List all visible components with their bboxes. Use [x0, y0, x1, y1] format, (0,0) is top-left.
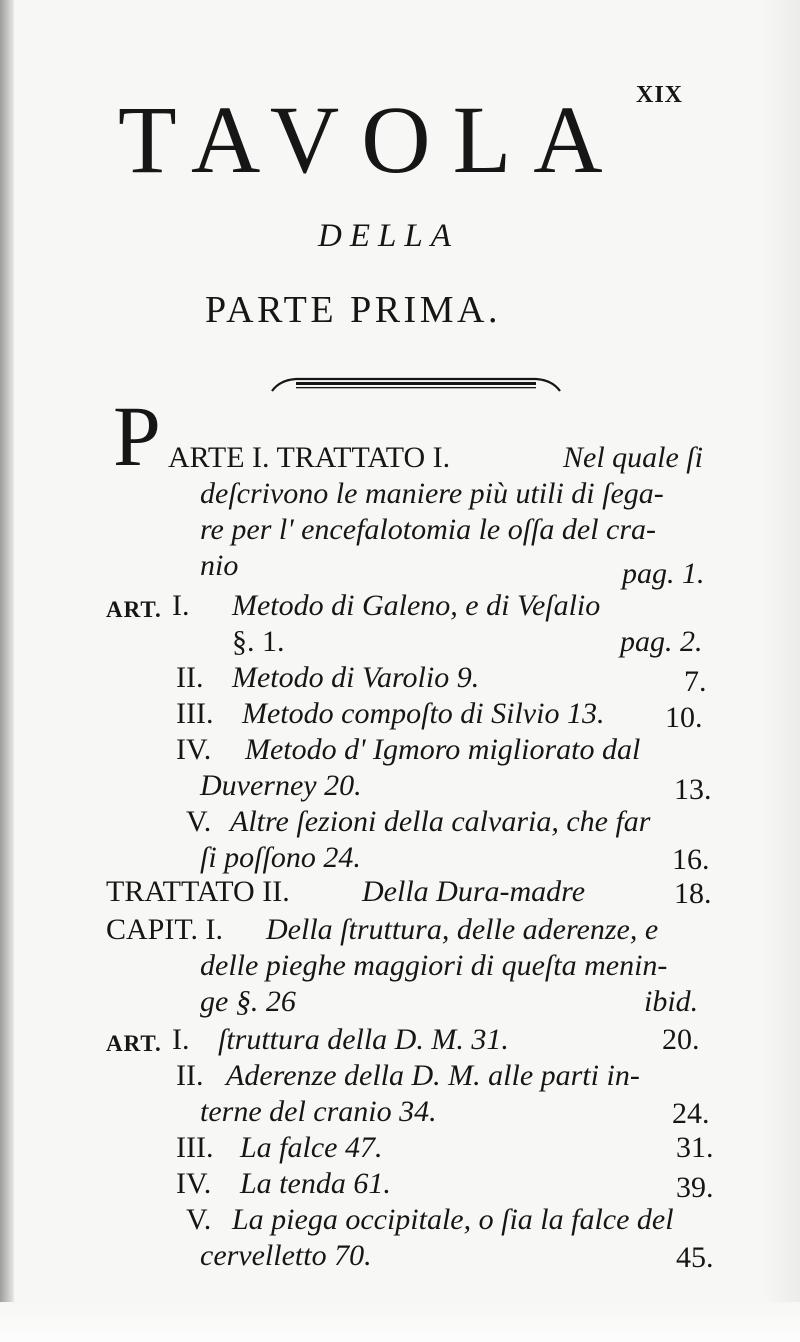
page-ref: 7. [684, 665, 707, 698]
art-number: V. [186, 1203, 212, 1236]
art-title: ſtruttura della D. M. 31. [218, 1023, 509, 1056]
trattato-2-title: Della Dura-madre [362, 875, 586, 908]
page-ref: 18. [674, 877, 712, 910]
art-number: I. [172, 1023, 190, 1056]
trattato-2-label: TRATTATO II. [106, 875, 290, 908]
page-ref: 16. [672, 843, 710, 876]
capit-title-cont: delle pieghe maggiori di queſta menin- [200, 949, 668, 982]
page-title: TAVOLA [118, 86, 625, 193]
page-shadow-left [0, 0, 14, 1342]
art-title-cont: ſi poſſono 24. [200, 841, 361, 874]
trattato-1-line-2: deſcrivono le maniere più utili di ſega- [200, 477, 664, 510]
art-prefix: ART. [106, 597, 162, 622]
page-ref: 20. [662, 1023, 700, 1056]
page-ref: ibid. [644, 985, 699, 1018]
page-edge-right [762, 0, 800, 1342]
trattato-1-line-4: nio [200, 549, 239, 582]
art-number: I. [172, 589, 190, 622]
art-number: III. [176, 1131, 214, 1164]
page-ref: 39. [676, 1171, 714, 1204]
art-title: Altre ſezioni della calvaria, che far [230, 805, 651, 838]
part-heading: PARTE PRIMA. [205, 289, 501, 331]
page-ref: 31. [676, 1131, 714, 1164]
art-title: La falce 47. [240, 1131, 383, 1164]
art-title: Metodo compoſto di Silvio 13. [242, 697, 605, 730]
subtitle-della: DELLA [318, 218, 459, 254]
trattato-1-heading: ARTE I. TRATTATO I. [168, 441, 451, 474]
art-title-cont: Duverney 20. [200, 769, 362, 802]
capit-title: Della ſtruttura, delle aderenze, e [266, 913, 659, 946]
art-number: II. [176, 1059, 204, 1092]
art-title: Metodo d' Igmoro migliorato dal [245, 733, 641, 766]
art-number: IV. [176, 1167, 212, 1200]
art-title-cont: terne del cranio 34. [200, 1095, 437, 1128]
art-title-cont: cervelletto 70. [200, 1239, 372, 1272]
art-number: III. [176, 697, 214, 730]
page-ref: 45. [676, 1241, 714, 1274]
art-number: II. [176, 661, 204, 694]
drop-cap: P [113, 388, 161, 484]
art-number: V. [186, 805, 212, 838]
section-ref: §. 1. [232, 625, 285, 658]
page-folio: XIX [636, 82, 684, 108]
art-title: La tenda 61. [240, 1167, 391, 1200]
page-ref: 24. [672, 1097, 710, 1130]
ornamental-rule [270, 374, 562, 394]
art-number: IV. [176, 733, 212, 766]
art-title: Metodo di Galeno, e di Veſalio [232, 589, 601, 622]
page-edge-bottom [0, 1302, 800, 1342]
trattato-1-heading-italic: Nel quale ſi [563, 441, 703, 474]
art-prefix: ART. [106, 1031, 162, 1056]
trattato-1-line-3: re per l' encefalotomia le oſſa del cra- [200, 513, 657, 546]
art-title: Metodo di Varolio 9. [232, 661, 480, 694]
capit-title-cont: ge §. 26 [200, 985, 296, 1018]
page-ref: 13. [674, 773, 712, 806]
capit-label: CAPIT. I. [106, 913, 223, 946]
page-ref: pag. 1. [622, 557, 705, 590]
art-title: La piega occipitale, o ſia la falce del [232, 1203, 674, 1236]
page-ref: 10. [665, 701, 703, 734]
art-title: Aderenze della D. M. alle parti in- [226, 1059, 640, 1092]
page-ref: pag. 2. [620, 625, 703, 658]
